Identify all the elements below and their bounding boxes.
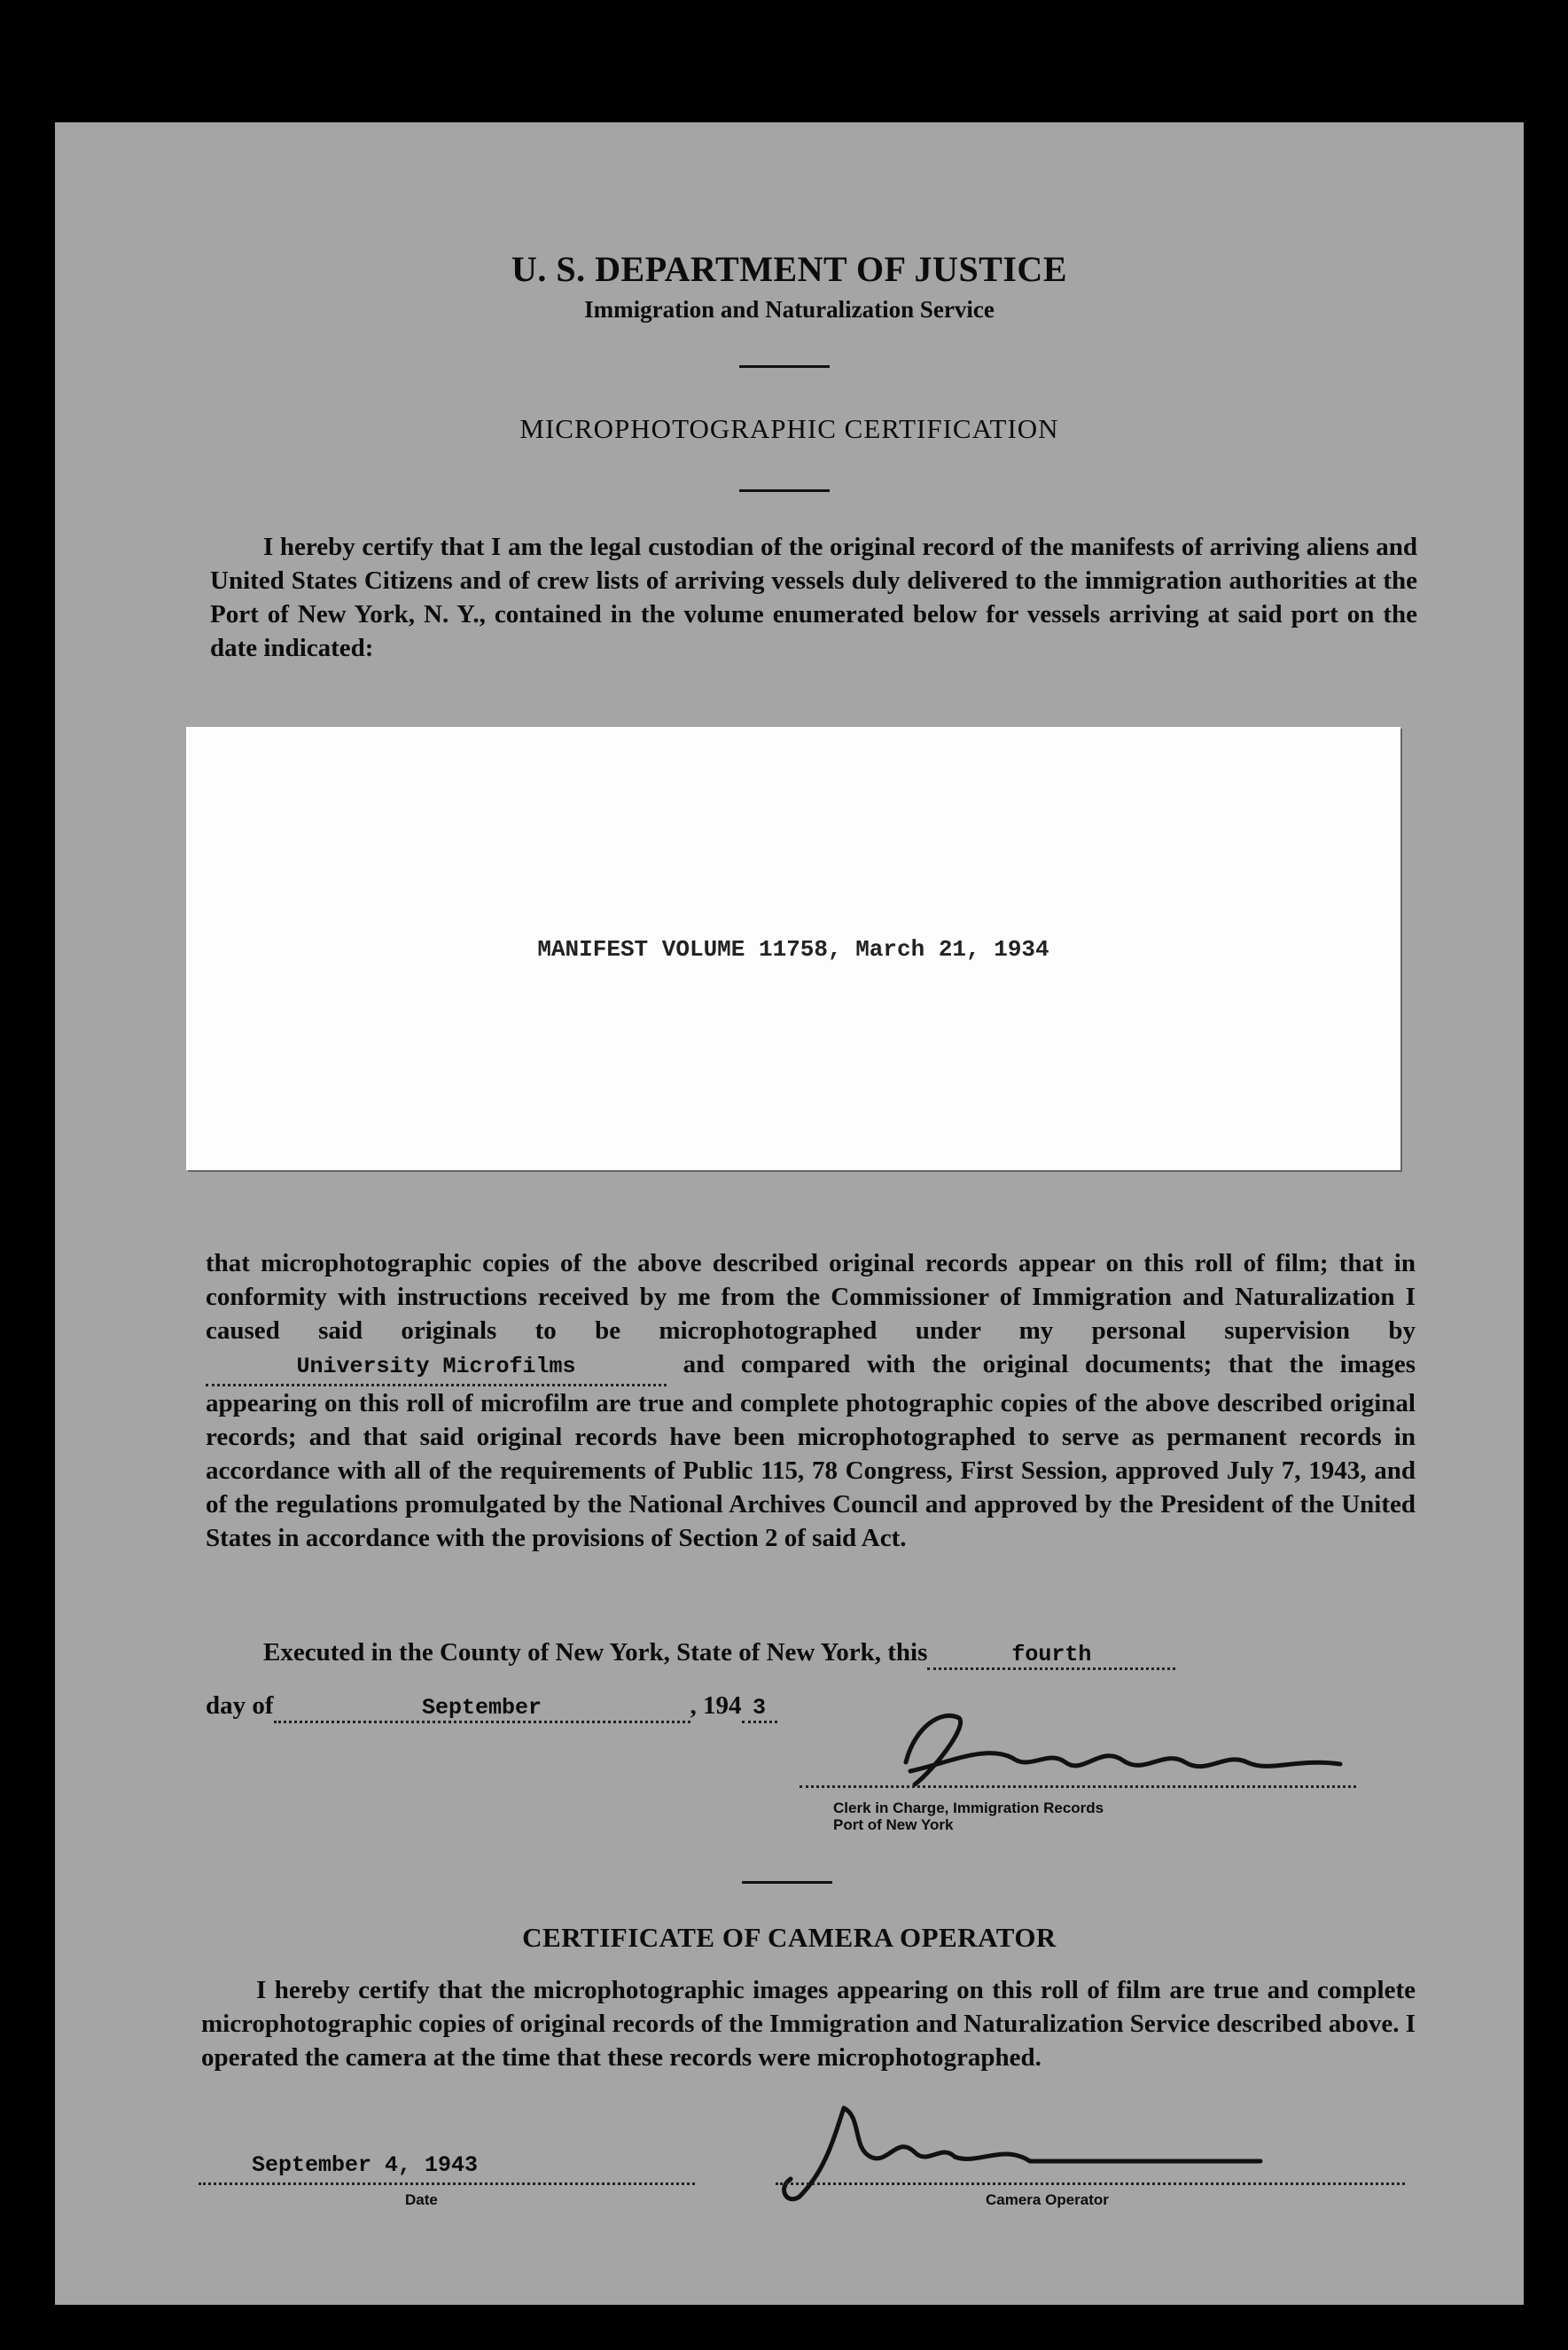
execution-line xyxy=(263,1638,1175,1670)
clerk-signature xyxy=(879,1709,1358,1798)
copies-paragraph-part2: and compared with the original documents; that the images appearing on this roll of microfilm are true and complete photographic copies of the above described original records; and that said original records have been microphotographed to serve as permanent records in accordance with all of the requirements of Public 115, 78 Congress, First Session, approved July 7, 1943, and of the regulations promulgated by the National Archives Council and approved by the President of the United States in accordance with the provisions of Section 2 of said Act. xyxy=(206,1350,1416,1552)
day-of-line: day of September , 194 3 xyxy=(206,1691,777,1723)
camera-operator-label: Camera Operator xyxy=(986,2191,1109,2208)
clerk-signature-caption xyxy=(833,1800,1104,1833)
date-field xyxy=(199,2149,695,2185)
clerk-location: Port of New York xyxy=(833,1816,954,1833)
year-prefix: 194 xyxy=(703,1691,742,1720)
divider xyxy=(739,365,830,368)
manifest-volume-entry: MANIFEST VOLUME 11758, March 21, 1934 xyxy=(537,936,1049,963)
camera-operator-title: CERTIFICATE OF CAMERA OPERATOR xyxy=(522,1922,1057,1953)
certificate-page xyxy=(55,122,1524,2305)
date-value: September 4, 1943 xyxy=(252,2152,479,2178)
copies-paragraph-part1: that microphotographic copies of the above described original records appear on this roll of film; that in conformity with instructions received by me from the Commissioner of Immigration and Naturalization I caused said originals to be microphotographed under my personal supervision by xyxy=(206,1249,1416,1345)
date-label: Date xyxy=(405,2191,438,2208)
custodian-paragraph: I hereby certify that I am the legal custodian of the original record of the manifests of arriving aliens and United States Citizens and of crew lists of arriving vessels duly delivered to the immigration authorities at the Port of New York, N. Y., contained in the volume enumerated below for vessels arriving at said port on the date indicated: xyxy=(210,533,1417,662)
volume-label-card xyxy=(186,727,1400,1170)
copies-paragraph xyxy=(206,1246,1416,1555)
service-subheading: Immigration and Naturalization Service xyxy=(584,296,995,323)
camera-operator-statement: I hereby certify that the microphotographic images appearing on this roll of film are true and complete microphotographic copies of original records of the Immigration and Naturalization Service described above. I operated the camera at the time that these records were microphotographed. xyxy=(201,1976,1416,2072)
day-of-label: day of xyxy=(206,1691,274,1720)
clerk-title: Clerk in Charge, Immigration Records xyxy=(833,1800,1104,1816)
execution-text: Executed in the County of New York, State of New York, this xyxy=(263,1638,928,1667)
year-digit-field: 3 xyxy=(742,1695,777,1723)
filmed-by-field: University Microfilms xyxy=(206,1350,667,1386)
day-ordinal-field: fourth xyxy=(927,1642,1175,1670)
clerk-signature-line xyxy=(800,1785,1356,1788)
agency-heading: U. S. DEPARTMENT OF JUSTICE xyxy=(511,249,1067,289)
divider xyxy=(742,1881,832,1884)
divider xyxy=(739,489,830,492)
camera-operator-signature-line xyxy=(776,2149,1405,2185)
month-field: September xyxy=(274,1695,690,1723)
certification-title: MICROPHOTOGRAPHIC CERTIFICATION xyxy=(519,413,1059,444)
